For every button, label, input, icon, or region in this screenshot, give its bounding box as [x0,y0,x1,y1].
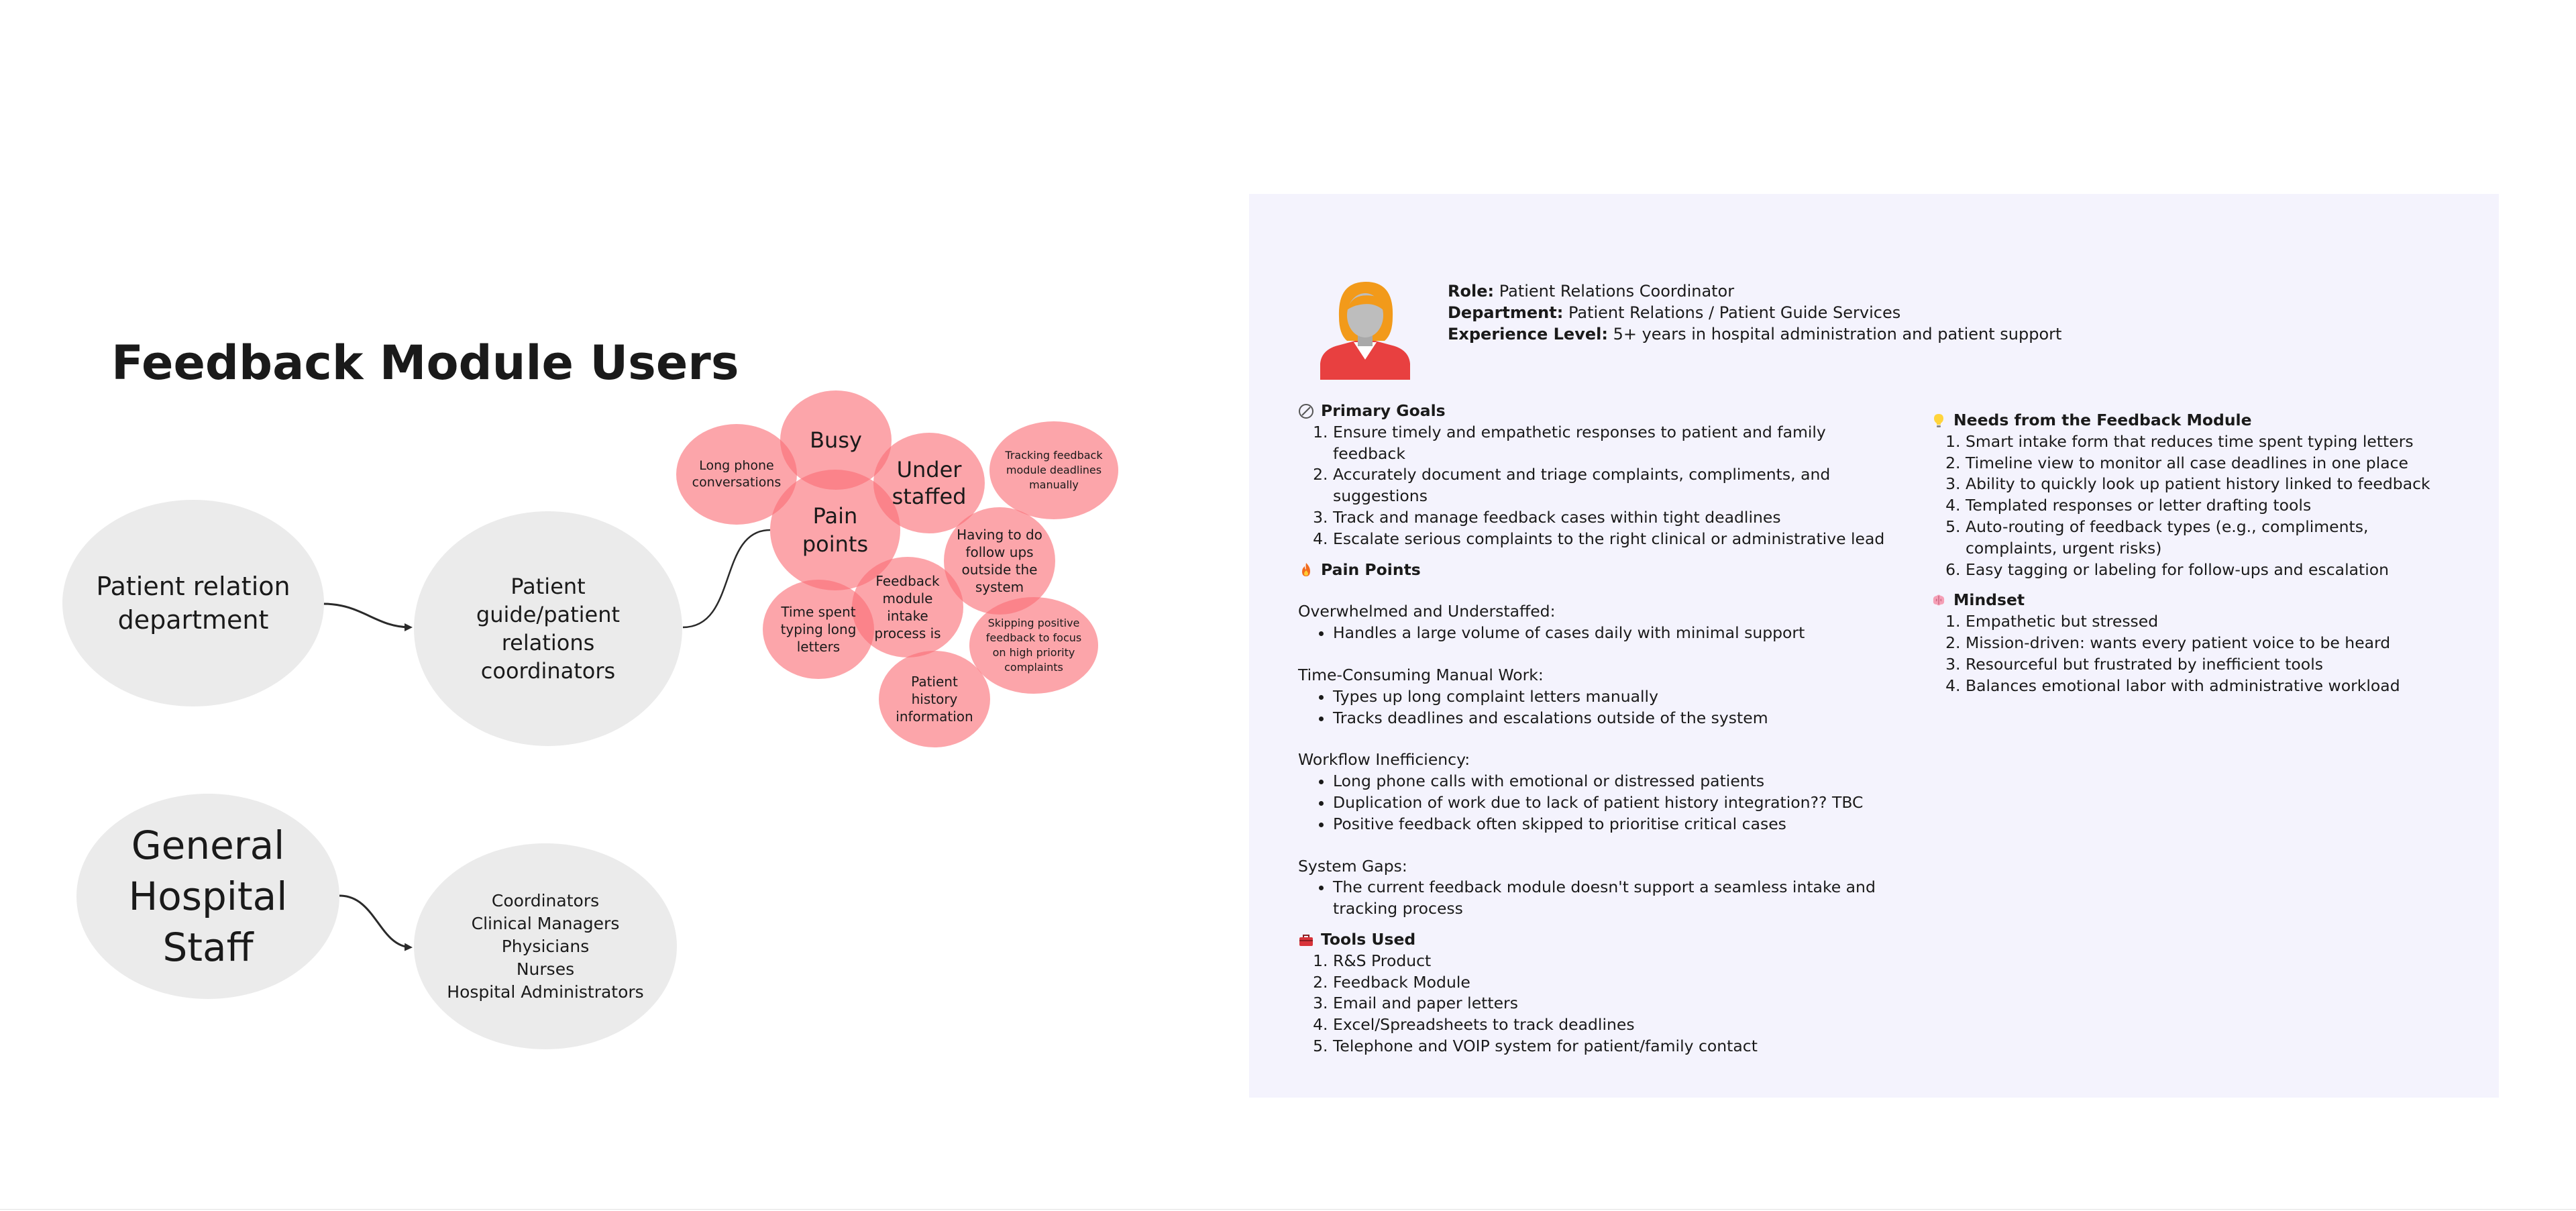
list-item: 5. Telephone and VOIP system for patient/family contact [1333,1036,1888,1057]
experience-value: 5+ years in hospital administration and patient support [1613,325,2062,344]
list-item: • The current feedback module doesn't support a seamless intake and tracking process [1333,877,1888,920]
list-item: • Types up long complaint letters manually [1333,686,1888,708]
list-item: 4. Escalate serious complaints to the right clinical or administrative lead [1333,529,1888,550]
pain-group-list [1298,623,1888,644]
section-title: Mindset [1953,590,2025,610]
staff-item: Nurses [516,959,575,979]
primary-goals-list [1298,422,1888,550]
staff-item: Hospital Administrators [447,982,644,1002]
pain-group-list [1298,686,1888,729]
bubble-patient-history[interactable] [879,651,990,747]
experience-line [1448,323,2061,345]
bubble-tracking-deadlines[interactable] [989,421,1118,519]
staff-list-node[interactable] [414,843,677,1049]
mindset-heading [1931,590,2440,611]
persona-role-block [1448,280,2061,345]
list-item: 2. Timeline view to monitor all case deadlines in one place [1966,453,2440,474]
toolbox-icon [1298,932,1314,948]
list-item: 4. Excel/Spreadsheets to track deadlines [1333,1014,1888,1036]
list-item: 6. Easy tagging or labeling for follow-ups and escalation [1966,560,2440,581]
list-item: 3. Track and manage feedback cases within tight deadlines [1333,507,1888,529]
pain-group-title: Time-Consuming Manual Work: [1298,665,1544,684]
brain-icon [1931,592,1947,609]
department-label: Department: [1448,303,1564,322]
pain-group [1298,749,1888,835]
needs-heading [1931,410,2440,431]
needs-list [1931,431,2440,581]
bubble-label: Under staffed [892,457,967,509]
bubble-label: Time spent typing long letters [780,604,857,655]
persona-left-column [1298,401,1888,1057]
list-item: 5. Auto-routing of feedback types (e.g., compliments, complaints, urgent risks) [1966,517,2440,560]
pain-group-title: Overwhelmed and Understaffed: [1298,602,1556,621]
list-item: 2. Mission-driven: wants every patient voice to be heard [1966,633,2440,654]
list-item: 4. Balances emotional labor with administrative workload [1966,676,2440,697]
coordinators-node[interactable] [414,511,682,746]
bubble-label: Long phone conversations [692,458,782,490]
staff-item: Coordinators [491,890,600,910]
arrow-staff-to-list[interactable] [339,896,411,947]
list-item: 3. Ability to quickly look up patient history linked to feedback [1966,474,2440,495]
list-item: 3. Email and paper letters [1333,993,1888,1014]
persona-avatar [1313,276,1417,380]
experience-label: Experience Level: [1448,325,1608,344]
list-item: 1. R&S Product [1333,951,1888,972]
fire-icon [1298,562,1314,578]
department-value: Patient Relations / Patient Guide Services [1568,303,1901,322]
staff-item: Physicians [501,936,590,956]
section-title: Pain Points [1321,560,1421,579]
pain-group [1298,665,1888,729]
pain-group [1298,601,1888,644]
list-item: • Tracks deadlines and escalations outside of the system [1333,708,1888,729]
pain-group-list [1298,877,1888,920]
persona-right-column [1931,410,2440,696]
lightbulb-icon [1931,413,1947,429]
target-icon [1298,403,1314,419]
role-line [1448,280,2061,302]
section-title: Primary Goals [1321,401,1446,420]
pain-group-list [1298,771,1888,835]
bubble-label: Having to do follow ups outside the system [957,527,1042,595]
tools-used-heading [1298,929,1888,951]
list-item: • Long phone calls with emotional or distressed patients [1333,771,1888,792]
pain-group-title: System Gaps: [1298,856,1407,876]
bubble-skipping-positive[interactable] [969,597,1098,694]
list-item: 2. Feedback Module [1333,972,1888,994]
bubble-label: Pain points [802,503,869,557]
department-line [1448,302,2061,323]
tools-used-list [1298,951,1888,1057]
bubble-typing-letters[interactable] [763,580,874,679]
arrow-department-to-coordinators[interactable] [323,604,411,627]
bubble-label: Busy [810,427,862,453]
list-item: 4. Templated responses or letter drafting tools [1966,495,2440,517]
role-label: Role: [1448,282,1495,301]
list-item: • Positive feedback often skipped to prioritise critical cases [1333,814,1888,835]
list-item: 1. Smart intake form that reduces time spent typing letters [1966,431,2440,453]
board-title: Feedback Module Users [111,335,739,390]
bubble-label: Skipping positive feedback to focus on high priority complaints [985,617,1082,674]
section-title: Needs from the Feedback Module [1953,411,2252,429]
node-label: Patient guide/patient relations coordinators [476,574,621,684]
role-value: Patient Relations Coordinator [1499,282,1735,301]
mindset-list [1931,611,2440,696]
list-item: • Duplication of work due to lack of patient history integration?? TBC [1333,792,1888,814]
node-label: General Hospital Staff [128,823,288,970]
line-coordinators-to-pain-points[interactable] [683,530,770,627]
section-title: Tools Used [1321,929,1416,949]
node-label: Patient relation department [96,572,290,635]
list-item: 3. Resourceful but frustrated by inefficient tools [1966,654,2440,676]
bubble-label: Feedback module intake process is [874,573,941,641]
staff-item: Clinical Managers [471,913,620,933]
list-item: • Handles a large volume of cases daily with minimal support [1333,623,1888,644]
list-item: 2. Accurately document and triage complaints, compliments, and suggestions [1333,464,1888,507]
canvas-bottom-edge [0,1209,2576,1210]
bubble-label: Tracking feedback module deadlines manually [1005,449,1103,491]
pain-points-heading [1298,560,1888,581]
list-item: 1. Empathetic but stressed [1966,611,2440,633]
general-hospital-staff-node[interactable] [76,794,339,999]
primary-goals-heading [1298,401,1888,422]
list-item: 1. Ensure timely and empathetic responses to patient and family feedback [1333,422,1888,465]
bubble-label: Patient history information [896,674,973,725]
pain-group-title: Workflow Inefficiency: [1298,750,1470,770]
patient-relation-department-node[interactable] [62,500,324,706]
pain-group [1298,856,1888,920]
